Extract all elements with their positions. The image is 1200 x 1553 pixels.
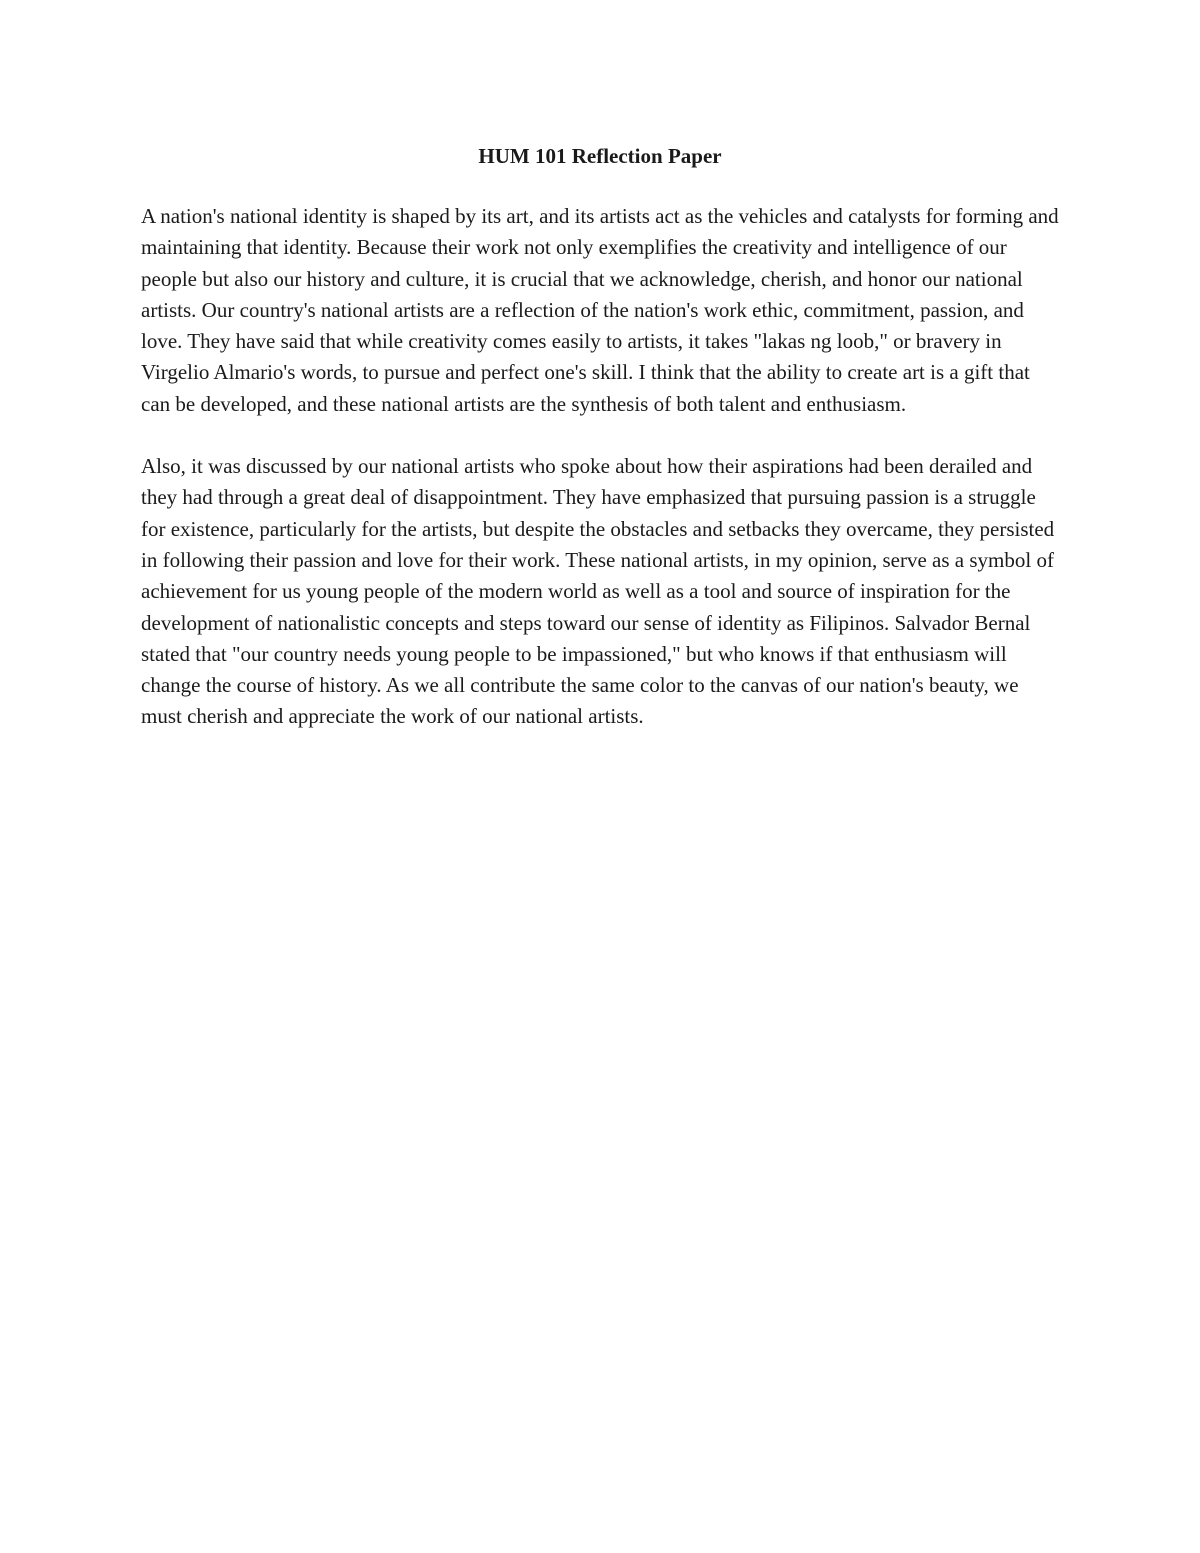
paragraph-1: A nation's national identity is shaped by its art, and its artists act as the vehicles and catalysts for forming and maintaining that identity. Because their work not only exemplifies the creativity and intelligence of our people but also our history and culture, it is crucial that we acknowledge, cherish, and honor our national artists. Our country's national artists are a reflection of the nation's work ethic, commitment, passion, and love. They have said that while creativity comes easily to artists, it takes "lakas ng loob," or bravery in Virgelio Almario's words, to pursue and perfect one's skill. I think that the ability to create art is a gift that can be developed, and these national artists are the synthesis of both talent and enthusiasm.: [141, 204, 1059, 416]
document-title: HUM 101 Reflection Paper: [478, 144, 722, 168]
document-body: [141, 201, 1061, 764]
paragraph-2: Also, it was discussed by our national artists who spoke about how their aspirations had been derailed and they had through a great deal of disappointment. They have emphasized that pursuing passion is a struggle for existence, particularly for the artists, but despite the obstacles and setbacks they overcame, they persisted in following their passion and love for their work. These national artists, in my opinion, serve as a symbol of achievement for us young people of the modern world as well as a tool and source of inspiration for the development of nationalistic concepts and steps toward our sense of identity as Filipinos. Salvador Bernal stated that "our country needs young people to be impassioned," but who knows if that enthusiasm will change the course of history. As we all contribute the same color to the canvas of our nation's beauty, we must cherish and appreciate the work of our national artists.: [141, 454, 1055, 729]
